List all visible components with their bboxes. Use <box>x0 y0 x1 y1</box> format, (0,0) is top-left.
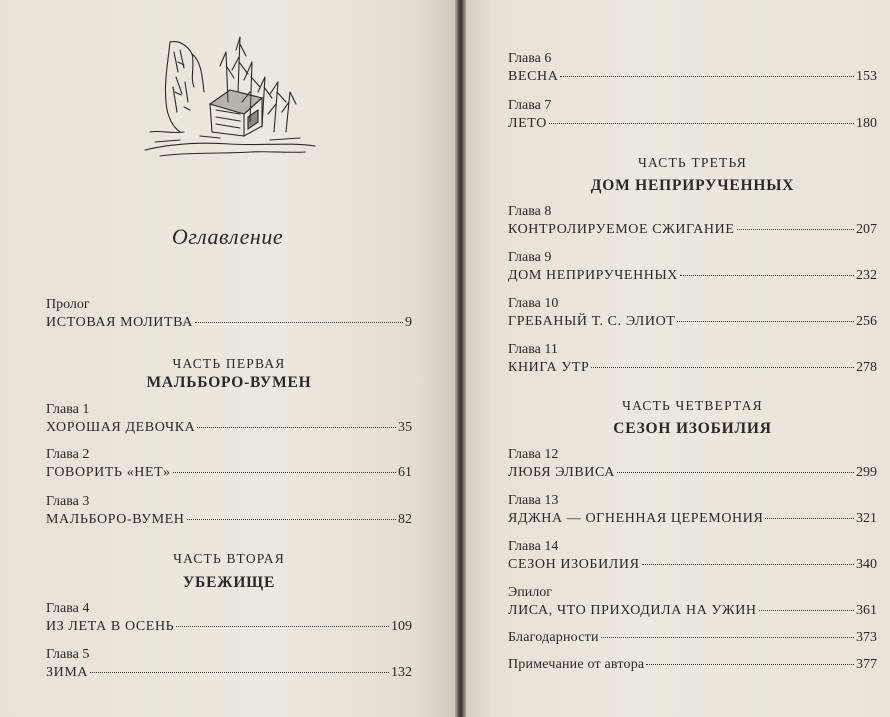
entry-label: Глава 6 <box>508 51 552 66</box>
toc-entry-chapter-7[interactable] <box>508 97 877 137</box>
part-label: ЧАСТЬ ЧЕТВЕРТАЯ <box>622 398 763 413</box>
entry-label: Глава 13 <box>508 493 559 508</box>
cabin-in-woods-illustration <box>140 32 320 167</box>
entry-label: Глава 10 <box>508 296 559 311</box>
dot-leader <box>759 610 854 611</box>
entry-page: 132 <box>391 665 412 680</box>
dot-leader <box>765 518 854 519</box>
dot-leader <box>591 367 854 368</box>
dot-leader <box>617 472 854 473</box>
entry-title: КОНТРОЛИРУЕМОЕ СЖИГАНИЕ <box>508 222 735 237</box>
entry-label: Глава 2 <box>46 447 90 462</box>
entry-page: 82 <box>398 512 412 527</box>
dot-leader <box>187 519 396 520</box>
toc-entry-epilogue[interactable] <box>508 584 877 624</box>
toc-entry-author-note[interactable] <box>508 656 877 676</box>
entry-page: 232 <box>856 268 877 283</box>
toc-entry-chapter-8[interactable] <box>508 203 877 243</box>
entry-title: ДОМ НЕПРИРУЧЕННЫХ <box>508 268 679 283</box>
part-title: ДОМ НЕПРИРУЧЕННЫХ <box>590 177 795 194</box>
entry-title: ЛЮБЯ ЭЛВИСА <box>508 465 615 480</box>
entry-title: ВЕСНА <box>508 69 559 84</box>
toc-entry-chapter-1[interactable] <box>46 401 412 441</box>
toc-entry-acknowledgements[interactable] <box>508 629 877 649</box>
entry-title: ЗИМА <box>46 665 89 680</box>
entry-title: МАЛЬБОРО-ВУМЕН <box>46 512 185 527</box>
dot-leader <box>90 672 389 673</box>
dot-leader <box>197 427 396 428</box>
entry-page: 153 <box>856 69 877 84</box>
toc-entry-prologue[interactable] <box>46 296 412 336</box>
book-gutter <box>455 0 466 717</box>
entry-label: Глава 1 <box>46 402 90 417</box>
toc-entry-chapter-12[interactable] <box>508 446 877 486</box>
entry-page: 321 <box>856 511 877 526</box>
part-label: ЧАСТЬ ТРЕТЬЯ <box>638 155 747 170</box>
dot-leader <box>173 472 396 473</box>
entry-page: 35 <box>398 420 412 435</box>
entry-title: ЯДЖНА — ОГНЕННАЯ ЦЕРЕМОНИЯ <box>508 511 764 526</box>
toc-entry-chapter-14[interactable] <box>508 538 877 578</box>
toc-entry-chapter-3[interactable] <box>46 493 412 533</box>
entry-title: ЛИСА, ЧТО ПРИХОДИЛА НА УЖИН <box>508 603 757 618</box>
entry-label: Глава 8 <box>508 204 552 219</box>
entry-label: Глава 7 <box>508 98 552 113</box>
entry-label: Глава 5 <box>46 647 90 662</box>
entry-page: 61 <box>398 465 412 480</box>
entry-label: Глава 3 <box>46 494 90 509</box>
entry-label: Эпилог <box>508 585 552 600</box>
toc-entry-chapter-13[interactable] <box>508 492 877 532</box>
entry-label: Глава 11 <box>508 342 558 357</box>
entry-title: ХОРОШАЯ ДЕВОЧКА <box>46 420 196 435</box>
entry-title: ЛЕТО <box>508 116 547 131</box>
entry-label: Глава 4 <box>46 601 90 616</box>
toc-entry-chapter-2[interactable] <box>46 446 412 486</box>
entry-label: Глава 12 <box>508 447 559 462</box>
part-label: ЧАСТЬ ВТОРАЯ <box>173 551 285 566</box>
entry-page: 299 <box>856 465 877 480</box>
dot-leader <box>560 76 854 77</box>
dot-leader <box>737 229 855 230</box>
toc-entry-chapter-4[interactable] <box>46 600 412 640</box>
entry-title: ГОВОРИТЬ «НЕТ» <box>46 465 171 480</box>
entry-page: 9 <box>405 315 412 330</box>
toc-entry-chapter-10[interactable] <box>508 295 877 335</box>
entry-page: 256 <box>856 314 877 329</box>
toc-entry-chapter-9[interactable] <box>508 249 877 289</box>
entry-page: 278 <box>856 360 877 375</box>
entry-page: 109 <box>391 619 412 634</box>
entry-page: 377 <box>856 657 877 672</box>
entry-title: Благодарности <box>508 630 599 645</box>
part-title: УБЕЖИЩЕ <box>182 574 276 591</box>
entry-title: КНИГА УТР <box>508 360 590 375</box>
dot-leader <box>549 123 854 124</box>
right-page <box>466 0 890 717</box>
dot-leader <box>677 321 854 322</box>
dot-leader <box>646 664 854 665</box>
part-title: СЕЗОН ИЗОБИЛИЯ <box>613 420 772 437</box>
entry-title: ГРЕБАНЫЙ Т. С. ЭЛИОТ <box>508 314 676 329</box>
dot-leader <box>195 322 403 323</box>
entry-label: Глава 9 <box>508 250 552 265</box>
entry-page: 180 <box>856 116 877 131</box>
toc-entry-chapter-5[interactable] <box>46 646 412 686</box>
entry-label: Глава 14 <box>508 539 559 554</box>
toc-entry-chapter-6[interactable] <box>508 50 877 90</box>
entry-title: СЕЗОН ИЗОБИЛИЯ <box>508 557 640 572</box>
entry-title: ИЗ ЛЕТА В ОСЕНЬ <box>46 619 175 634</box>
part-label: ЧАСТЬ ПЕРВАЯ <box>172 356 286 371</box>
entry-page: 207 <box>856 222 877 237</box>
toc-entry-chapter-11[interactable] <box>508 341 877 381</box>
dot-leader <box>642 564 854 565</box>
entry-page: 340 <box>856 557 877 572</box>
dot-leader <box>601 637 854 638</box>
entry-page: 373 <box>856 630 877 645</box>
entry-title: ИСТОВАЯ МОЛИТВА <box>46 315 193 330</box>
toc-title: Оглавление <box>171 224 284 249</box>
dot-leader <box>176 626 389 627</box>
dot-leader <box>680 275 854 276</box>
entry-title: Примечание от автора <box>508 657 645 672</box>
entry-page: 361 <box>856 603 877 618</box>
entry-label: Пролог <box>46 297 90 312</box>
part-title: МАЛЬБОРО-ВУМЕН <box>146 374 312 391</box>
